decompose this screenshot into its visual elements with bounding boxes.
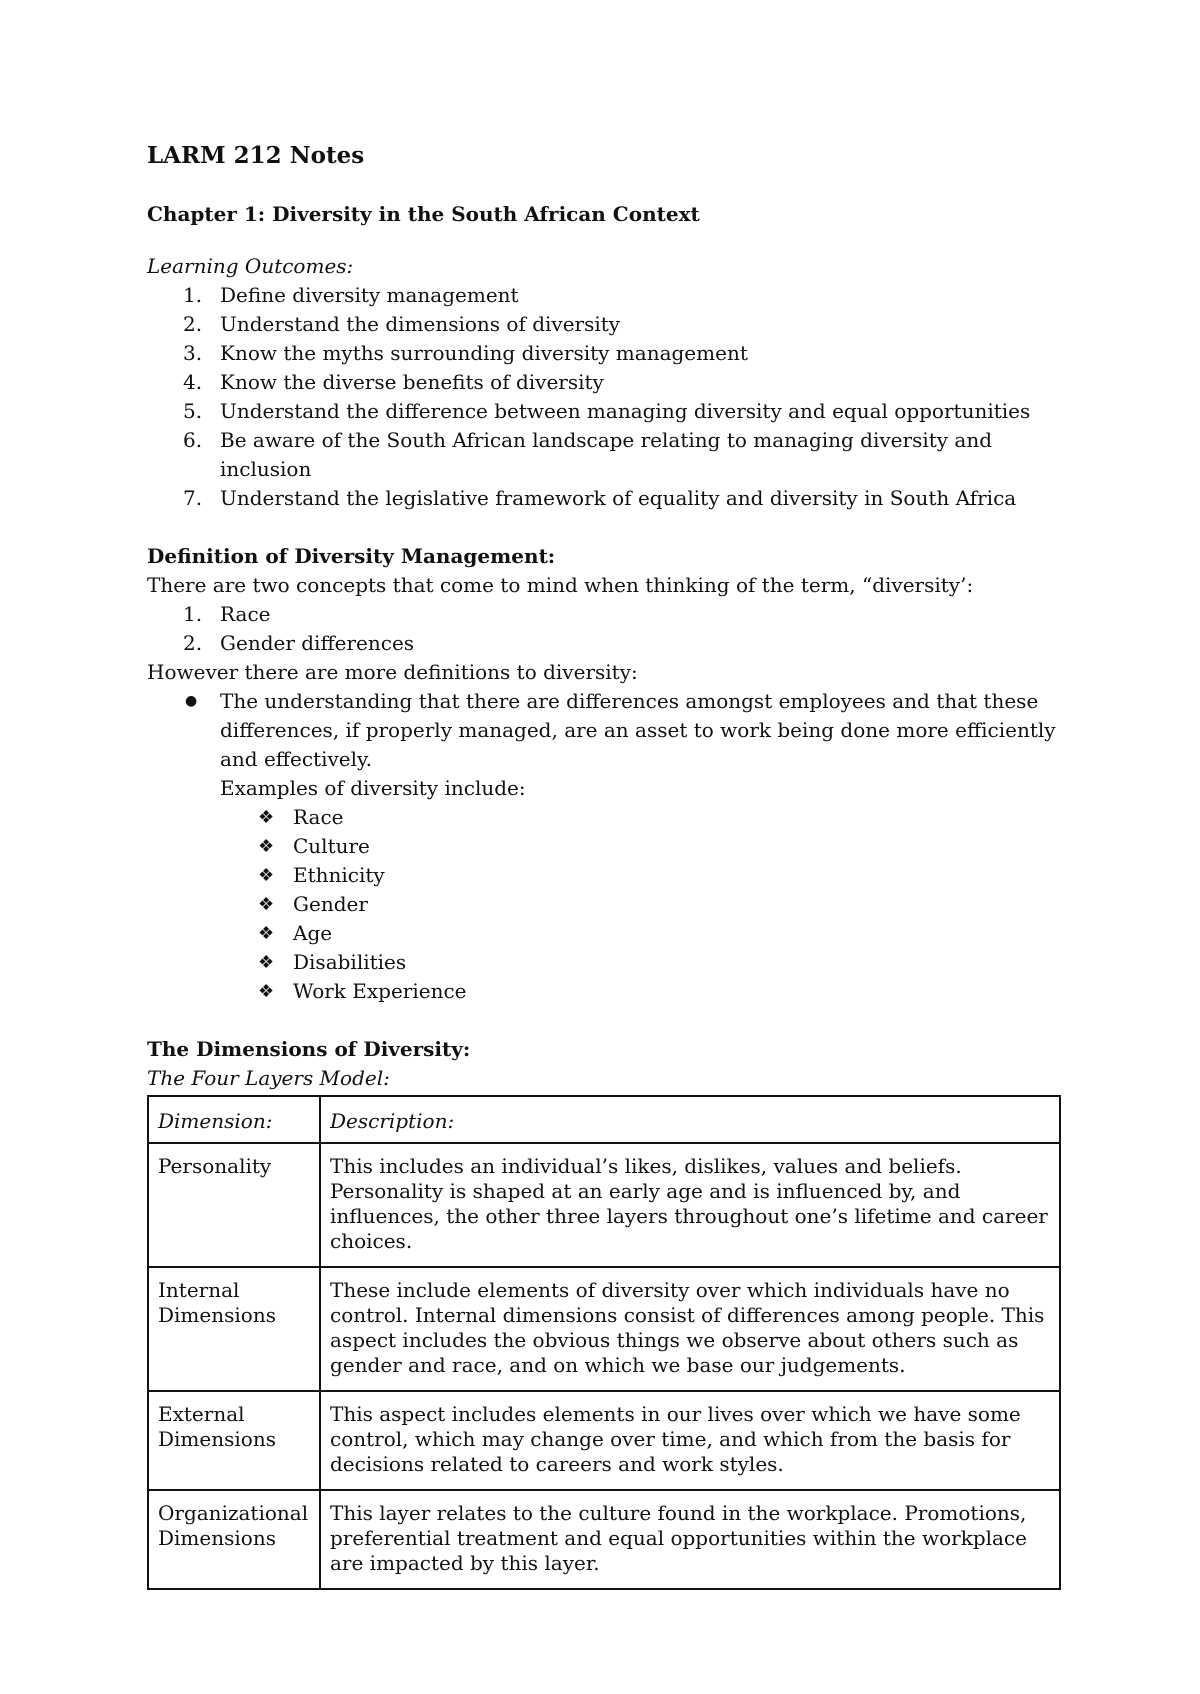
diamond-bullet-icon: ❖ [258, 952, 275, 973]
definition-more: However there are more definitions to diversity: [147, 660, 638, 684]
diamond-bullet-icon: ❖ [258, 923, 275, 944]
table-cell-dimension: Organizational Dimensions [148, 1490, 320, 1589]
list-item-text: Understand the dimensions of diversity [220, 312, 621, 336]
list-item [147, 281, 1067, 310]
diamond-bullet-icon: ❖ [258, 807, 275, 828]
bullet-icon: ● [185, 693, 198, 709]
list-item-text: Know the diverse benefits of diversity [220, 370, 604, 394]
list-number: 2. [183, 631, 203, 655]
table-cell-dimension: Personality [148, 1143, 320, 1267]
spacer [147, 513, 1067, 542]
list-item [147, 426, 1067, 484]
list-item [220, 919, 1067, 948]
document-page [147, 140, 1067, 1590]
list-number: 7. [183, 486, 203, 510]
table-header-description: Description: [320, 1096, 1060, 1143]
list-item-text: Know the myths surrounding diversity management [220, 341, 748, 365]
list-item [147, 600, 1067, 629]
table-cell-description: These include elements of diversity over which individuals have no control. Internal dimensions consist of differences among people. This aspect includes the obvious things we observe about others such as gender and race, and on which we base our judgements. [320, 1267, 1060, 1391]
chapter-title: Chapter 1: Diversity in the South African Context [147, 202, 700, 226]
model-label: The Four Layers Model: [147, 1066, 390, 1090]
learning-outcomes-list [147, 281, 1067, 513]
list-item-text: Understand the legislative framework of equality and diversity in South Africa [220, 486, 1017, 510]
list-item [220, 890, 1067, 919]
table-cell-description: This includes an individual’s likes, dislikes, values and beliefs. Personality is shaped at an early age and is influenced by, and influences, the other three layers throughout one’s lifetime and career choices. [320, 1143, 1060, 1267]
list-item [147, 368, 1067, 397]
list-item-text: Be aware of the South African landscape relating to managing diversity and inclusion [220, 428, 993, 481]
list-number: 5. [183, 399, 203, 423]
dimensions-heading: The Dimensions of Diversity: [147, 1037, 471, 1061]
list-item-text: Understand the difference between managing diversity and equal opportunities [220, 399, 1031, 423]
table-cell-description: This aspect includes elements in our lives over which we have some control, which may change over time, and which from the basis for decisions related to careers and work styles. [320, 1391, 1060, 1490]
table-cell-dimension: External Dimensions [148, 1391, 320, 1490]
table-row [148, 1143, 1060, 1267]
table-row [148, 1391, 1060, 1490]
list-number: 2. [183, 312, 203, 336]
list-number: 1. [183, 283, 203, 307]
list-item-text: Race [293, 805, 344, 829]
list-item-text: Race [220, 602, 271, 626]
table-cell-dimension: Internal Dimensions [148, 1267, 320, 1391]
list-item [147, 687, 1067, 1006]
list-item [220, 832, 1067, 861]
learning-outcomes-label: Learning Outcomes: [147, 254, 354, 278]
concepts-list [147, 600, 1067, 658]
table-row [148, 1267, 1060, 1391]
table-header-row [148, 1096, 1060, 1143]
list-number: 1. [183, 602, 203, 626]
list-item [147, 339, 1067, 368]
list-item [147, 629, 1067, 658]
list-item [147, 484, 1067, 513]
list-item-text: Define diversity management [220, 283, 519, 307]
list-item-text: Disabilities [293, 950, 407, 974]
examples-list [220, 803, 1067, 1006]
list-item [147, 310, 1067, 339]
list-item-text: Gender [293, 892, 368, 916]
definition-heading: Definition of Diversity Management: [147, 544, 556, 568]
spacer [147, 1006, 1067, 1035]
examples-label: Examples of diversity include: [220, 776, 526, 800]
list-number: 6. [183, 428, 203, 452]
list-item-text: Gender differences [220, 631, 415, 655]
list-number: 4. [183, 370, 203, 394]
list-item [220, 948, 1067, 977]
list-item-text: Ethnicity [293, 863, 385, 887]
list-item [220, 977, 1067, 1006]
list-item [220, 803, 1067, 832]
diamond-bullet-icon: ❖ [258, 894, 275, 915]
diamond-bullet-icon: ❖ [258, 836, 275, 857]
table-row [148, 1490, 1060, 1589]
list-item [220, 861, 1067, 890]
diamond-bullet-icon: ❖ [258, 865, 275, 886]
diamond-bullet-icon: ❖ [258, 981, 275, 1002]
definition-bullets [147, 687, 1067, 1006]
table-header-dimension: Dimension: [148, 1096, 320, 1143]
list-item-text: Work Experience [293, 979, 467, 1003]
list-item-text: Culture [293, 834, 370, 858]
list-number: 3. [183, 341, 203, 365]
document-title: LARM 212 Notes [147, 142, 365, 169]
list-item [147, 397, 1067, 426]
list-item-text: Age [293, 921, 333, 945]
bullet-text: The understanding that there are differences amongst employees and that these differences, if properly managed, are an asset to work being done more efficiently and effectively. [220, 689, 1056, 771]
table-cell-description: This layer relates to the culture found in the workplace. Promotions, preferential treatment and equal opportunities within the workplace are impacted by this layer. [320, 1490, 1060, 1589]
dimensions-table [147, 1095, 1061, 1590]
definition-intro: There are two concepts that come to mind when thinking of the term, “diversity’: [147, 573, 974, 597]
